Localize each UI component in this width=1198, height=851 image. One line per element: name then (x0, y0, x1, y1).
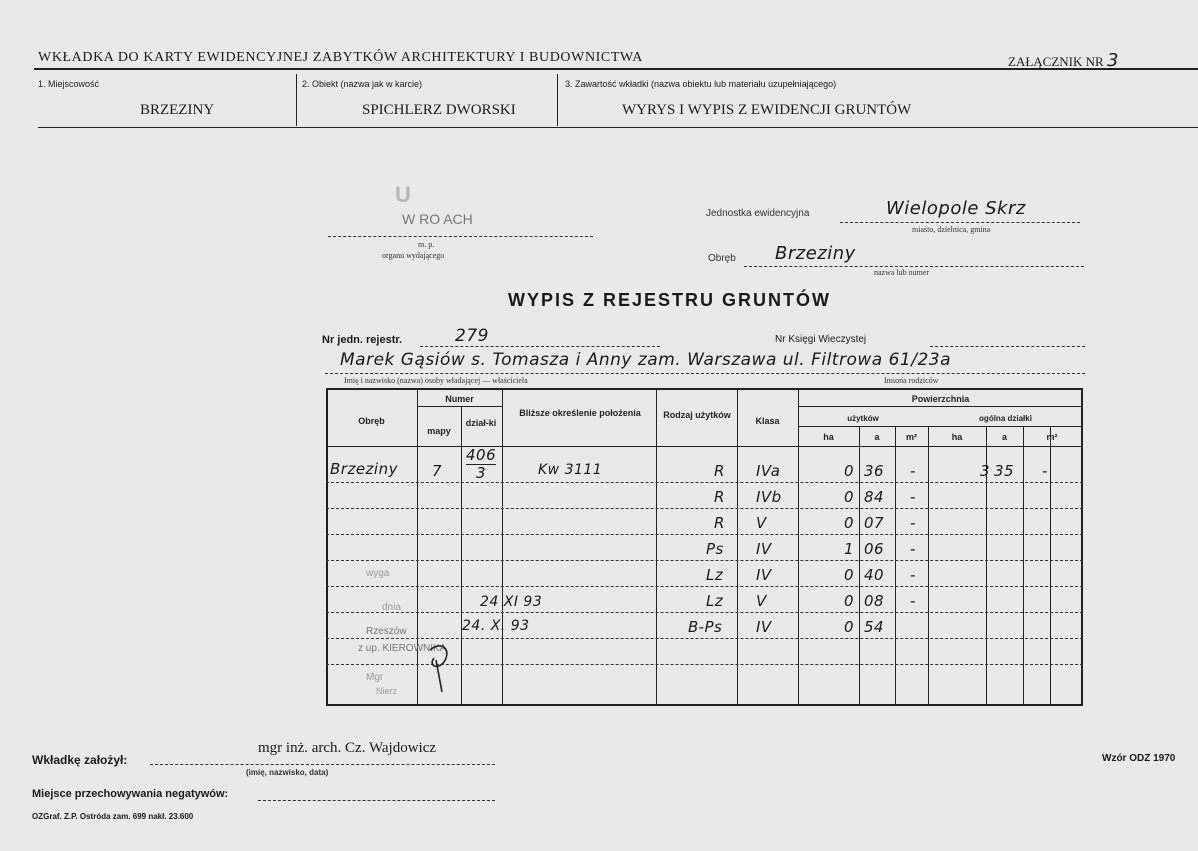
cell-rodzaj: R (714, 462, 725, 480)
pattern-info: Wzór ODZ 1970 (1102, 753, 1176, 764)
faded-stamp-text-6: Nierz (376, 686, 398, 696)
cell-ha: 0 (844, 618, 855, 636)
signature (422, 640, 462, 701)
field-2-label: 2. Obiekt (nazwa jak w karcie) (302, 79, 423, 89)
field-2-value: SPICHLERZ DWORSKI (362, 102, 516, 118)
faded-stamp-text-3: Rzeszów (366, 626, 407, 637)
cell-ha: 1 (844, 540, 855, 558)
cell-klasa: IVb (756, 488, 782, 506)
date-2: 24. X. 93 (462, 618, 530, 634)
date-1: 24 XI 93 (480, 594, 543, 610)
stamp-line-2: W RO ACH (402, 211, 473, 227)
cell-a: 54 (864, 618, 885, 636)
faded-stamp-text-2: dnia (382, 602, 401, 613)
col-a-1: a (874, 432, 880, 442)
col-mapy: mapy (427, 426, 451, 436)
cell-dzialka-bottom: 3 (476, 464, 487, 482)
cell-m2: - (910, 592, 916, 610)
col-m2-2: m² (1046, 432, 1058, 442)
parents-caption: Imiona rodziców (884, 376, 939, 385)
office-stamp (395, 182, 411, 208)
cell-ha: 0 (844, 488, 855, 506)
cell-klasa: V (756, 514, 767, 532)
cell-klasa: IV (756, 540, 772, 558)
cell-ha: 0 (844, 592, 855, 610)
register-number-label: Nr jedn. rejestr. (322, 334, 403, 346)
col-m2-1: m² (906, 432, 917, 442)
cell-a: 40 (864, 566, 885, 584)
col-klasa: Klasa (755, 416, 780, 426)
col-rodzaj: Rodzaj użytków (663, 410, 731, 420)
cell-a: 84 (864, 488, 885, 506)
faded-stamp-text-5: Mgr (366, 672, 384, 683)
col-a-2: a (1001, 432, 1007, 442)
obreb-sublabel: nazwa lub numer (874, 268, 930, 277)
col-dzialki: dział-ki (465, 418, 497, 428)
obreb-label: Obręb (708, 253, 736, 264)
cell-a: 07 (864, 514, 885, 532)
attachment-number: 3 (1106, 50, 1119, 71)
printer-info: OZGraf. Z.P. Ostróda zam. 699 nakł. 23.600 (32, 812, 194, 821)
cell-ogolna-ha: 3 (980, 462, 991, 480)
col-obreb: Obręb (358, 416, 385, 426)
form-title: WKŁADKA DO KARTY EWIDENCYJNEJ ZABYTKÓW ARCHITEKTURY I BUDOWNICTWA (38, 50, 643, 65)
col-numer: Numer (445, 394, 474, 404)
col-polozenie: Bliższe określenie położenia (519, 408, 641, 418)
faded-stamp-text-1: wyga (366, 568, 390, 579)
field-3-value: WYRYS I WYPIS Z EWIDENCJI GRUNTÓW (622, 102, 912, 118)
cell-a: 06 (864, 540, 885, 558)
cell-ha: 0 (844, 566, 855, 584)
cell-dzialka-top: 406 (466, 446, 497, 464)
cell-ogolna-m2: - (1042, 462, 1048, 480)
cell-rodzaj: Ps (706, 540, 724, 558)
cell-rodzaj: Lz (706, 566, 724, 584)
cell-m2: - (910, 566, 916, 584)
cell-a: 36 (864, 462, 885, 480)
stamp-caption-1: m. p. (418, 240, 435, 249)
owner-caption: Imię i nazwisko (nazwa) osoby władającej — właściciela (344, 376, 528, 385)
land-register-table (326, 388, 1083, 706)
storage-label: Miejsce przechowywania negatywów: (32, 788, 229, 800)
unit-value: Wielopole Skrz (886, 198, 1026, 219)
cell-m2: - (910, 540, 916, 558)
cell-obreb: Brzeziny (330, 460, 398, 478)
unit-label: Jednostka ewidencyjna (706, 208, 810, 219)
cell-mapy: 7 (432, 462, 443, 480)
field-1-label: 1. Miejscowość (38, 79, 100, 89)
attachment-label-text: ZAŁĄCZNIK NR (1008, 54, 1104, 69)
cell-klasa: IV (756, 566, 772, 584)
stamp-line-1: U (395, 182, 411, 207)
obreb-value: Brzeziny (775, 243, 856, 264)
col-ogolna: ogólna działki (979, 414, 1032, 423)
col-ha-1: ha (823, 432, 834, 442)
cell-ha: 0 (844, 462, 855, 480)
cell-m2: - (910, 514, 916, 532)
field-1-value: BRZEZINY (140, 102, 215, 118)
unit-sublabel: miasto, dzielnica, gmina (912, 225, 991, 234)
col-uzytkow: użytków (847, 414, 879, 423)
cell-klasa: IV (756, 618, 772, 636)
col-powierzchnia: Powierzchnia (911, 394, 970, 404)
cell-klasa: V (756, 592, 767, 610)
attachment-label (1008, 50, 1119, 71)
cell-a: 08 (864, 592, 885, 610)
col-ha-2: ha (951, 432, 963, 442)
document-title: WYPIS Z REJESTRU GRUNTÓW (508, 290, 832, 310)
cell-rodzaj: Lz (706, 592, 724, 610)
founded-caption: (imię, nazwisko, data) (246, 768, 329, 777)
cell-rodzaj: B-Ps (688, 618, 723, 636)
cell-m2: - (910, 488, 916, 506)
cell-ha: 0 (844, 514, 855, 532)
founded-value: mgr inż. arch. Cz. Wajdowicz (258, 740, 437, 756)
faded-stamp-text-4: z up. KIEROWNIKA (358, 643, 447, 654)
register-number-value: 279 (455, 326, 489, 346)
cell-polozenie: Kw 3111 (538, 462, 603, 478)
cell-m2: - (910, 462, 916, 480)
field-3-label: 3. Zawartość wkładki (nazwa obiektu lub materiału uzupełniającego) (565, 79, 837, 89)
founded-label: Wkładkę założył: (32, 753, 128, 767)
cell-ogolna-a: 35 (994, 462, 1015, 480)
stamp-caption-2: organu wydającego (382, 251, 445, 260)
kw-label: Nr Księgi Wieczystej (775, 334, 867, 345)
cell-rodzaj: R (714, 488, 725, 506)
owner-value: Marek Gąsiów s. Tomasza i Anny zam. Warszawa ul. Filtrowa 61/23a (340, 350, 951, 370)
cell-rodzaj: R (714, 514, 725, 532)
cell-klasa: IVa (756, 462, 781, 480)
